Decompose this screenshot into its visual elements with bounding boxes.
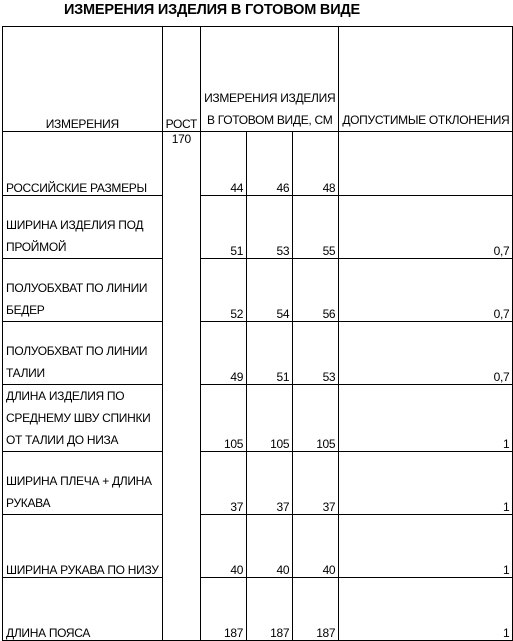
size-value: 40 bbox=[293, 515, 339, 578]
size-value: 37 bbox=[247, 452, 293, 515]
measurement-label: ДЛИНА ПОЯСА bbox=[3, 578, 163, 641]
table-row bbox=[3, 259, 513, 322]
size-value: 55 bbox=[293, 196, 339, 259]
tolerance-value: 0,7 bbox=[339, 196, 513, 259]
measurement-label: ШИРИНА ПЛЕЧА + ДЛИНА РУКАВА bbox=[3, 452, 163, 515]
table-row bbox=[3, 322, 513, 385]
height-value: 170 bbox=[162, 132, 200, 196]
size-value: 44 bbox=[201, 132, 247, 196]
height-cell bbox=[162, 259, 200, 322]
height-cell bbox=[162, 322, 200, 385]
table-row bbox=[3, 132, 513, 196]
size-value: 46 bbox=[247, 132, 293, 196]
measurement-label: ПОЛУОБХВАТ ПО ЛИНИИ БЕДЕР bbox=[3, 259, 163, 322]
table-row bbox=[3, 452, 513, 515]
tolerance-value: 0,7 bbox=[339, 259, 513, 322]
table-body bbox=[3, 132, 513, 641]
page-title: ИЗМЕРЕНИЯ ИЗДЕЛИЯ В ГОТОВОМ ВИДЕ bbox=[63, 2, 361, 18]
size-value: 49 bbox=[201, 322, 247, 385]
size-value: 40 bbox=[201, 515, 247, 578]
measurement-label: ДЛИНА ИЗДЕЛИЯ ПО СРЕДНЕМУ ШВУ СПИНКИ ОТ ТАЛИИ ДО НИЗА bbox=[3, 385, 163, 452]
measurements-table bbox=[2, 26, 513, 641]
tolerance-value: 1 bbox=[339, 578, 513, 641]
tolerance-value: 0,7 bbox=[339, 322, 513, 385]
measurement-label: ПОЛУОБХВАТ ПО ЛИНИИ ТАЛИИ bbox=[3, 322, 163, 385]
size-value: 40 bbox=[247, 515, 293, 578]
size-value: 48 bbox=[293, 132, 339, 196]
height-cell bbox=[162, 385, 200, 452]
size-value: 37 bbox=[201, 452, 247, 515]
size-value: 51 bbox=[201, 196, 247, 259]
tolerance-value: 1 bbox=[339, 515, 513, 578]
size-value: 51 bbox=[247, 322, 293, 385]
measurement-label: РОССИЙСКИЕ РАЗМЕРЫ bbox=[3, 132, 163, 196]
height-cell bbox=[162, 196, 200, 259]
tolerance-value bbox=[339, 132, 513, 196]
header-sizes-line1: ИЗМЕРЕНИЯ ИЗДЕЛИЯ bbox=[204, 91, 336, 105]
header-measurements: ИЗМЕРЕНИЯ bbox=[3, 27, 163, 132]
size-value: 37 bbox=[293, 452, 339, 515]
table-row bbox=[3, 515, 513, 578]
header-sizes bbox=[201, 27, 339, 132]
header-sizes-line2: В ГОТОВОМ ВИДЕ, СМ bbox=[206, 113, 333, 127]
size-value: 54 bbox=[247, 259, 293, 322]
size-value: 53 bbox=[247, 196, 293, 259]
size-value: 187 bbox=[201, 578, 247, 641]
height-cell bbox=[162, 515, 200, 578]
header-height: РОСТ bbox=[162, 27, 200, 132]
measurement-label: ШИРИНА ИЗДЕЛИЯ ПОД ПРОЙМОЙ bbox=[3, 196, 163, 259]
size-value: 56 bbox=[293, 259, 339, 322]
height-cell bbox=[162, 578, 200, 641]
size-value: 105 bbox=[293, 385, 339, 452]
table-header-row bbox=[3, 27, 513, 132]
header-tolerance: ДОПУСТИМЫЕ ОТКЛОНЕНИЯ bbox=[339, 27, 513, 132]
size-value: 105 bbox=[247, 385, 293, 452]
size-value: 187 bbox=[247, 578, 293, 641]
table-row bbox=[3, 578, 513, 641]
measurement-label: ШИРИНА РУКАВА ПО НИЗУ bbox=[3, 515, 163, 578]
size-value: 53 bbox=[293, 322, 339, 385]
height-cell bbox=[162, 452, 200, 515]
table-row bbox=[3, 196, 513, 259]
table-row bbox=[3, 385, 513, 452]
tolerance-value: 1 bbox=[339, 452, 513, 515]
size-value: 187 bbox=[293, 578, 339, 641]
tolerance-value: 1 bbox=[339, 385, 513, 452]
size-value: 52 bbox=[201, 259, 247, 322]
size-value: 105 bbox=[201, 385, 247, 452]
